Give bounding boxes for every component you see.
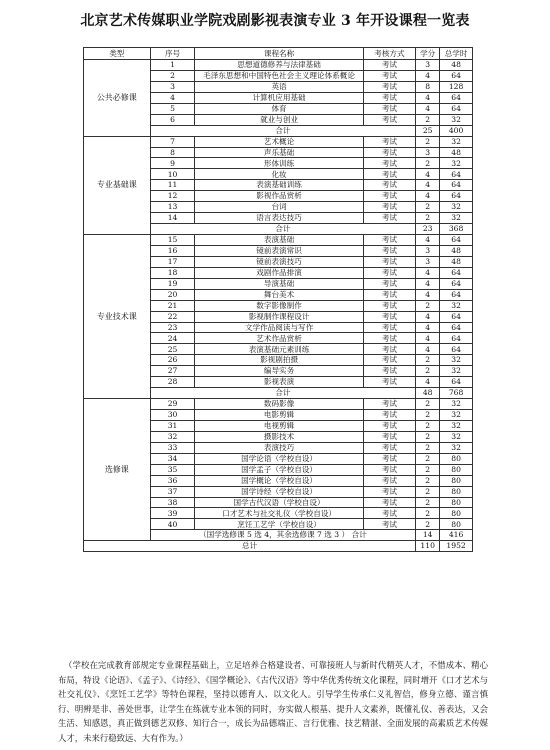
header-no: 序号 [150, 48, 195, 60]
course-hours: 48 [440, 60, 473, 71]
course-number: 6 [150, 114, 195, 125]
course-number: 35 [150, 464, 195, 475]
course-hours: 64 [440, 322, 473, 333]
course-name: 影视剧拍摄 [195, 355, 363, 366]
course-name: 就业与创业 [195, 114, 363, 125]
course-credit: 4 [416, 344, 440, 355]
course-name: 戏剧作品排演 [195, 267, 363, 278]
course-exam-method: 考试 [363, 366, 415, 377]
course-credit: 4 [416, 180, 440, 191]
course-number: 14 [150, 213, 195, 224]
course-type-cell: 专业技术课 [84, 235, 151, 399]
table-row [84, 399, 473, 410]
subtotal-credit: 14 [416, 530, 440, 541]
course-name: 表演技巧 [195, 442, 363, 453]
header-exam: 考核方式 [363, 48, 415, 60]
course-number: 25 [150, 344, 195, 355]
course-hours: 64 [440, 278, 473, 289]
total-hours: 1952 [440, 541, 473, 552]
table-header-row [84, 48, 473, 60]
course-number: 38 [150, 497, 195, 508]
course-hours: 32 [440, 399, 473, 410]
course-hours: 64 [440, 235, 473, 246]
course-number: 21 [150, 300, 195, 311]
course-exam-method: 考试 [363, 81, 415, 92]
course-number: 26 [150, 355, 195, 366]
course-table-body [84, 60, 473, 552]
course-exam-method: 考试 [363, 70, 415, 81]
course-number: 2 [150, 70, 195, 81]
course-credit: 4 [416, 267, 440, 278]
course-exam-method: 考试 [363, 486, 415, 497]
course-name: 导演基础 [195, 278, 363, 289]
course-credit: 2 [416, 114, 440, 125]
course-credit: 2 [416, 442, 440, 453]
course-credit: 3 [416, 245, 440, 256]
course-credit: 2 [416, 508, 440, 519]
subtotal-label: 合计 [150, 224, 416, 235]
course-exam-method: 考试 [363, 136, 415, 147]
course-hours: 80 [440, 519, 473, 530]
course-number: 11 [150, 180, 195, 191]
course-name: 声乐基础 [195, 147, 363, 158]
course-hours: 32 [440, 431, 473, 442]
course-number: 31 [150, 420, 195, 431]
course-hours: 64 [440, 311, 473, 322]
course-hours: 64 [440, 377, 473, 388]
course-name: 台词 [195, 202, 363, 213]
course-credit: 4 [416, 377, 440, 388]
course-hours: 80 [440, 464, 473, 475]
subtotal-credit: 25 [416, 125, 440, 136]
course-number: 20 [150, 289, 195, 300]
course-table [83, 47, 473, 552]
course-hours: 32 [440, 410, 473, 421]
subtotal-label: 合计 [150, 388, 416, 399]
course-name: 国学概论（学校自设） [195, 475, 363, 486]
course-name: 摄影技术 [195, 431, 363, 442]
course-exam-method: 考试 [363, 289, 415, 300]
course-hours: 80 [440, 475, 473, 486]
course-hours: 32 [440, 420, 473, 431]
course-credit: 2 [416, 486, 440, 497]
course-number: 18 [150, 267, 195, 278]
course-name: 国学诗经（学校自设） [195, 486, 363, 497]
course-exam-method: 考试 [363, 180, 415, 191]
course-hours: 64 [440, 180, 473, 191]
course-exam-method: 考试 [363, 267, 415, 278]
course-credit: 4 [416, 278, 440, 289]
header-hours: 总学时 [440, 48, 473, 60]
subtotal-hours: 400 [440, 125, 473, 136]
course-credit: 2 [416, 475, 440, 486]
course-name: 表演基础训练 [195, 180, 363, 191]
course-exam-method: 考试 [363, 377, 415, 388]
course-number: 12 [150, 191, 195, 202]
course-exam-method: 考试 [363, 399, 415, 410]
course-number: 5 [150, 103, 195, 114]
course-exam-method: 考试 [363, 103, 415, 114]
course-name: 影视作品赏析 [195, 191, 363, 202]
header-credit: 学分 [416, 48, 440, 60]
course-number: 9 [150, 158, 195, 169]
course-number: 17 [150, 256, 195, 267]
course-hours: 32 [440, 136, 473, 147]
course-number: 23 [150, 322, 195, 333]
course-exam-method: 考试 [363, 519, 415, 530]
course-credit: 8 [416, 81, 440, 92]
course-credit: 2 [416, 213, 440, 224]
course-credit: 4 [416, 289, 440, 300]
course-name: 计算机应用基础 [195, 92, 363, 103]
course-credit: 2 [416, 399, 440, 410]
course-number: 32 [150, 431, 195, 442]
subtotal-hours: 768 [440, 388, 473, 399]
course-exam-method: 考试 [363, 333, 415, 344]
course-exam-method: 考试 [363, 60, 415, 71]
course-exam-method: 考试 [363, 420, 415, 431]
course-credit: 4 [416, 191, 440, 202]
course-exam-method: 考试 [363, 256, 415, 267]
course-name: 口才艺术与社交礼仪（学校自设） [195, 508, 363, 519]
course-credit: 3 [416, 60, 440, 71]
course-credit: 2 [416, 136, 440, 147]
table-row [84, 136, 473, 147]
course-number: 30 [150, 410, 195, 421]
course-number: 27 [150, 366, 195, 377]
course-exam-method: 考试 [363, 300, 415, 311]
course-exam-method: 考试 [363, 508, 415, 519]
course-number: 8 [150, 147, 195, 158]
course-exam-method: 考试 [363, 355, 415, 366]
course-name: 编导实务 [195, 366, 363, 377]
course-hours: 64 [440, 333, 473, 344]
course-name: 思想道德修养与法律基础 [195, 60, 363, 71]
course-name: 电影剪辑 [195, 410, 363, 421]
course-number: 1 [150, 60, 195, 71]
course-credit: 2 [416, 464, 440, 475]
course-hours: 80 [440, 453, 473, 464]
course-exam-method: 考试 [363, 431, 415, 442]
course-number: 15 [150, 235, 195, 246]
course-number: 29 [150, 399, 195, 410]
course-credit: 3 [416, 256, 440, 267]
total-label: 总计 [84, 541, 416, 552]
course-number: 22 [150, 311, 195, 322]
course-name: 艺术作品赏析 [195, 333, 363, 344]
course-name: 文学作品阅读与写作 [195, 322, 363, 333]
course-exam-method: 考试 [363, 114, 415, 125]
course-exam-method: 考试 [363, 213, 415, 224]
course-credit: 4 [416, 333, 440, 344]
course-number: 28 [150, 377, 195, 388]
course-credit: 4 [416, 322, 440, 333]
course-number: 19 [150, 278, 195, 289]
course-name: 影视表演 [195, 377, 363, 388]
course-credit: 4 [416, 169, 440, 180]
course-number: 33 [150, 442, 195, 453]
page-title: 北京艺术传媒职业学院戏剧影视表演专业 3 年开设课程一览表 [80, 13, 470, 29]
course-exam-method: 考试 [363, 92, 415, 103]
course-credit: 2 [416, 355, 440, 366]
course-name: 国学论语（学校自设） [195, 453, 363, 464]
course-name: 体育 [195, 103, 363, 114]
course-exam-method: 考试 [363, 475, 415, 486]
course-name: 镜前表演技巧 [195, 256, 363, 267]
subtotal-label: 合计 [150, 125, 416, 136]
course-exam-method: 考试 [363, 464, 415, 475]
course-exam-method: 考试 [363, 344, 415, 355]
course-exam-method: 考试 [363, 278, 415, 289]
course-hours: 32 [440, 442, 473, 453]
course-exam-method: 考试 [363, 158, 415, 169]
course-credit: 2 [416, 453, 440, 464]
course-exam-method: 考试 [363, 245, 415, 256]
course-number: 16 [150, 245, 195, 256]
course-name: 数字影像制作 [195, 300, 363, 311]
subtotal-credit: 23 [416, 224, 440, 235]
subtotal-credit: 48 [416, 388, 440, 399]
course-exam-method: 考试 [363, 202, 415, 213]
course-hours: 48 [440, 245, 473, 256]
course-credit: 2 [416, 300, 440, 311]
course-exam-method: 考试 [363, 169, 415, 180]
course-name: 语言表达技巧 [195, 213, 363, 224]
course-exam-method: 考试 [363, 410, 415, 421]
course-hours: 64 [440, 289, 473, 300]
course-credit: 2 [416, 366, 440, 377]
course-name: 形体训练 [195, 158, 363, 169]
course-number: 40 [150, 519, 195, 530]
course-credit: 3 [416, 147, 440, 158]
subtotal-hours: 368 [440, 224, 473, 235]
course-hours: 32 [440, 213, 473, 224]
course-name: 表演基础 [195, 235, 363, 246]
course-name: 舞台美术 [195, 289, 363, 300]
course-number: 37 [150, 486, 195, 497]
course-hours: 64 [440, 344, 473, 355]
course-number: 36 [150, 475, 195, 486]
course-number: 24 [150, 333, 195, 344]
subtotal-hours: 416 [440, 530, 473, 541]
course-type-cell: 选修课 [84, 399, 151, 541]
course-number: 34 [150, 453, 195, 464]
course-hours: 64 [440, 92, 473, 103]
course-number: 4 [150, 92, 195, 103]
table-row [84, 235, 473, 246]
course-type-cell: 专业基础课 [84, 136, 151, 234]
table-row [84, 60, 473, 71]
total-credit: 110 [416, 541, 440, 552]
course-hours: 64 [440, 191, 473, 202]
course-number: 10 [150, 169, 195, 180]
course-credit: 4 [416, 235, 440, 246]
course-name: 国学古代汉语（学校自设） [195, 497, 363, 508]
course-credit: 4 [416, 70, 440, 81]
course-name: 化妆 [195, 169, 363, 180]
course-hours: 80 [440, 508, 473, 519]
course-credit: 4 [416, 92, 440, 103]
course-credit: 4 [416, 103, 440, 114]
footnote: （学校在完成教育部规定专业课程基础上，立足培养合格建设者、可靠接班人与新时代精英人才，不惜成本、精心布局，特设《论语》、《孟子》、《诗经》、《国学概论》、《古代汉语》等中华优秀传统文化课程，同时增开《口才艺术与社交礼仪》、《烹饪工艺学》等特色课程，坚持以德育人、以文化人。引导学生传承仁义礼智信，修身立德、谨言慎行、明辨是非、善处世事，让学生在练就专业本领的同时，夯实做人根基、提升人文素养，既懂礼仪、善表达，又会生活、知感恩，真正做到德艺双修、知行合一，成长为品德端正、言行优雅、技艺精湛、全面发展的高素质艺术传媒人才，未来行稳致远、大有作为。） [58, 660, 488, 743]
course-hours: 64 [440, 267, 473, 278]
course-credit: 2 [416, 497, 440, 508]
course-hours: 48 [440, 147, 473, 158]
course-hours: 32 [440, 300, 473, 311]
course-credit: 4 [416, 311, 440, 322]
course-hours: 32 [440, 158, 473, 169]
course-credit: 2 [416, 158, 440, 169]
course-name: 英语 [195, 81, 363, 92]
course-name: 镜前表演常识 [195, 245, 363, 256]
course-number: 39 [150, 508, 195, 519]
course-name: 影视制作课程设计 [195, 311, 363, 322]
course-hours: 128 [440, 81, 473, 92]
course-hours: 32 [440, 114, 473, 125]
course-name: 烹饪工艺学（学校自设） [195, 519, 363, 530]
course-hours: 80 [440, 486, 473, 497]
course-credit: 2 [416, 519, 440, 530]
course-hours: 64 [440, 169, 473, 180]
course-exam-method: 考试 [363, 497, 415, 508]
course-hours: 32 [440, 202, 473, 213]
course-hours: 80 [440, 497, 473, 508]
course-name: 电视剪辑 [195, 420, 363, 431]
header-name: 课程名称 [195, 48, 363, 60]
course-exam-method: 考试 [363, 235, 415, 246]
course-name: 数码影像 [195, 399, 363, 410]
course-number: 3 [150, 81, 195, 92]
course-credit: 2 [416, 431, 440, 442]
course-name: 国学孟子（学校自设） [195, 464, 363, 475]
course-name: 表演基础元素训练 [195, 344, 363, 355]
course-name: 艺术概论 [195, 136, 363, 147]
course-number: 13 [150, 202, 195, 213]
course-type-cell: 公共必修课 [84, 60, 151, 137]
course-hours: 64 [440, 70, 473, 81]
course-exam-method: 考试 [363, 191, 415, 202]
course-exam-method: 考试 [363, 322, 415, 333]
subtotal-label: （国学选修课 5 选 4，其余选修课 7 选 3 ） 合计 [150, 530, 416, 541]
course-exam-method: 考试 [363, 453, 415, 464]
course-name: 毛泽东思想和中国特色社会主义理论体系概论 [195, 70, 363, 81]
course-exam-method: 考试 [363, 147, 415, 158]
course-hours: 48 [440, 256, 473, 267]
course-hours: 64 [440, 103, 473, 114]
header-type: 类型 [84, 48, 151, 60]
course-exam-method: 考试 [363, 442, 415, 453]
course-credit: 2 [416, 202, 440, 213]
course-credit: 2 [416, 420, 440, 431]
course-number: 7 [150, 136, 195, 147]
course-hours: 32 [440, 366, 473, 377]
course-hours: 32 [440, 355, 473, 366]
total-row [84, 541, 473, 552]
course-exam-method: 考试 [363, 311, 415, 322]
course-credit: 2 [416, 410, 440, 421]
